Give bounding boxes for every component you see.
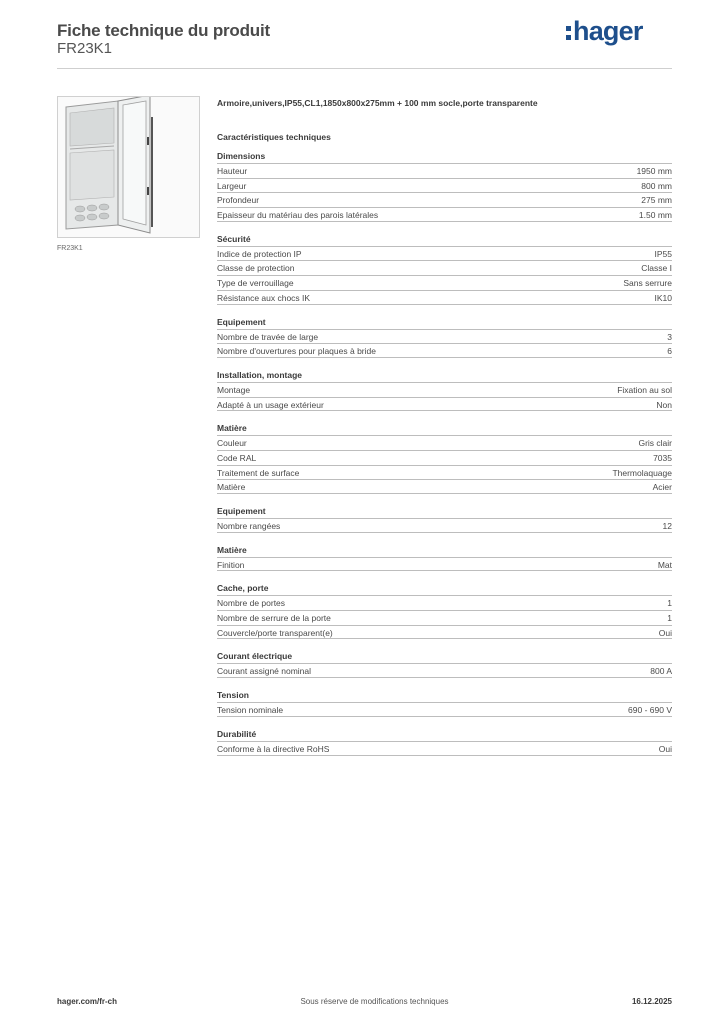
spec-value: Oui bbox=[658, 743, 672, 754]
section-title: Durabilité bbox=[217, 728, 257, 739]
spec-value: 3 bbox=[667, 331, 672, 342]
spec-section bbox=[217, 544, 672, 572]
section-title: Equipement bbox=[217, 506, 266, 516]
section-title: Installation, montage bbox=[217, 369, 303, 380]
spec-label: Nombre rangées bbox=[217, 521, 281, 531]
spec-value: Gris clair bbox=[638, 438, 672, 449]
section-title: Equipement bbox=[217, 316, 266, 327]
technical-characteristics-title: Caractéristiques techniques bbox=[217, 132, 331, 142]
spec-row bbox=[217, 663, 672, 678]
spec-label: Epaisseur du matériau des parois latérales bbox=[217, 210, 379, 221]
spec-value: Oui bbox=[658, 627, 672, 638]
spec-row bbox=[217, 246, 672, 261]
spec-row bbox=[217, 207, 672, 222]
logo-text: hager bbox=[573, 16, 643, 46]
section-title: Tension bbox=[217, 690, 249, 701]
spec-value: IP55 bbox=[654, 248, 672, 259]
spec-value: Thermolaquage bbox=[612, 467, 672, 478]
spec-label: Nombre de serrure de la porte bbox=[217, 613, 331, 624]
spec-label: Matière bbox=[217, 482, 246, 493]
header-divider bbox=[57, 68, 672, 69]
spec-value: Classe I bbox=[641, 263, 672, 274]
spec-row bbox=[217, 329, 672, 344]
spec-value: 1 bbox=[667, 613, 672, 624]
spec-label: Montage bbox=[217, 384, 251, 395]
spec-row bbox=[217, 382, 672, 397]
spec-value: 690 - 690 V bbox=[628, 705, 672, 716]
spec-label: Type de verrouillage bbox=[217, 278, 294, 289]
characteristics-list bbox=[217, 150, 672, 756]
spec-value: 800 A bbox=[650, 666, 672, 677]
product-image bbox=[57, 96, 200, 238]
section-title: Cache, porte bbox=[217, 583, 269, 594]
page-title: Fiche technique du produit bbox=[57, 21, 270, 40]
spec-row bbox=[217, 397, 672, 412]
spec-label: Tension nominale bbox=[217, 705, 284, 716]
spec-label: Courant assigné nominal bbox=[217, 666, 312, 677]
spec-row bbox=[217, 435, 672, 450]
section-title: Sécurité bbox=[217, 233, 251, 244]
spec-value: 1.50 mm bbox=[638, 210, 672, 221]
spec-value: 800 mm bbox=[641, 180, 672, 191]
spec-label: Indice de protection IP bbox=[217, 248, 302, 259]
spec-section bbox=[217, 233, 672, 305]
spec-value: Non bbox=[656, 399, 672, 410]
section-title: Matière bbox=[217, 544, 247, 555]
spec-row bbox=[217, 702, 672, 717]
spec-label: Hauteur bbox=[217, 166, 248, 176]
spec-value: 7035 bbox=[653, 452, 672, 463]
spec-value: 1950 mm bbox=[636, 166, 672, 176]
spec-value: Fixation au sol bbox=[617, 384, 672, 395]
spec-label: Nombre de portes bbox=[217, 598, 286, 609]
spec-row bbox=[217, 178, 672, 193]
spec-label: Nombre de travée de large bbox=[217, 331, 319, 342]
spec-section bbox=[217, 505, 672, 533]
spec-row bbox=[217, 610, 672, 625]
spec-section bbox=[217, 316, 672, 358]
section-title: Matière bbox=[217, 423, 247, 434]
spec-row bbox=[217, 260, 672, 275]
spec-value: 12 bbox=[662, 521, 672, 531]
spec-row bbox=[217, 450, 672, 465]
spec-label: Classe de protection bbox=[217, 263, 295, 274]
logo-dots-icon bbox=[566, 26, 571, 40]
spec-label: Résistance aux chocs IK bbox=[217, 292, 311, 303]
spec-value: 1 bbox=[667, 598, 672, 609]
spec-label: Largeur bbox=[217, 180, 247, 191]
spec-row bbox=[217, 625, 672, 640]
spec-label: Nombre d'ouvertures pour plaques à bride bbox=[217, 346, 376, 357]
spec-section bbox=[217, 582, 672, 639]
spec-section bbox=[217, 689, 672, 717]
spec-row bbox=[217, 465, 672, 480]
spec-label: Finition bbox=[217, 559, 245, 570]
footer-disclaimer: Sous réserve de modifications techniques bbox=[300, 997, 449, 1006]
spec-section bbox=[217, 728, 672, 756]
spec-section bbox=[217, 150, 672, 222]
spec-section bbox=[217, 369, 672, 411]
spec-section bbox=[217, 422, 672, 494]
spec-row bbox=[217, 275, 672, 290]
hager-logo[interactable] bbox=[566, 16, 643, 47]
spec-row bbox=[217, 343, 672, 358]
spec-row bbox=[217, 192, 672, 207]
section-title: Dimensions bbox=[217, 151, 266, 161]
spec-value: 275 mm bbox=[641, 195, 672, 206]
footer-website-link[interactable]: hager.com/fr-ch bbox=[57, 997, 118, 1006]
spec-label: Couleur bbox=[217, 438, 247, 449]
spec-row bbox=[217, 479, 672, 494]
section-title: Courant électrique bbox=[217, 651, 293, 662]
spec-row bbox=[217, 290, 672, 305]
product-image-caption: FR23K1 bbox=[57, 245, 83, 252]
spec-label: Adapté à un usage extérieur bbox=[217, 399, 324, 410]
spec-value: Sans serrure bbox=[623, 278, 672, 289]
spec-row bbox=[217, 163, 672, 178]
spec-value: IK10 bbox=[654, 292, 672, 303]
footer-date: 16.12.2025 bbox=[631, 997, 672, 1006]
spec-label: Conforme à la directive RoHS bbox=[217, 743, 330, 754]
spec-label: Profondeur bbox=[217, 195, 260, 206]
spec-row bbox=[217, 595, 672, 610]
spec-label: Couvercle/porte transparent(e) bbox=[217, 627, 333, 638]
spec-value: Acier bbox=[652, 482, 672, 493]
spec-section bbox=[217, 650, 672, 678]
product-description: Armoire,univers,IP55,CL1,1850x800x275mm + 100 mm socle,porte transparente bbox=[217, 98, 538, 108]
spec-row bbox=[217, 741, 672, 756]
spec-row bbox=[217, 557, 672, 572]
product-details bbox=[217, 96, 672, 756]
product-reference: FR23K1 bbox=[57, 40, 113, 57]
spec-label: Code RAL bbox=[217, 452, 257, 463]
spec-value: Mat bbox=[657, 559, 672, 570]
spec-row bbox=[217, 518, 672, 533]
spec-label: Traitement de surface bbox=[217, 467, 300, 478]
spec-value: 6 bbox=[667, 346, 672, 357]
footer bbox=[57, 997, 672, 1006]
